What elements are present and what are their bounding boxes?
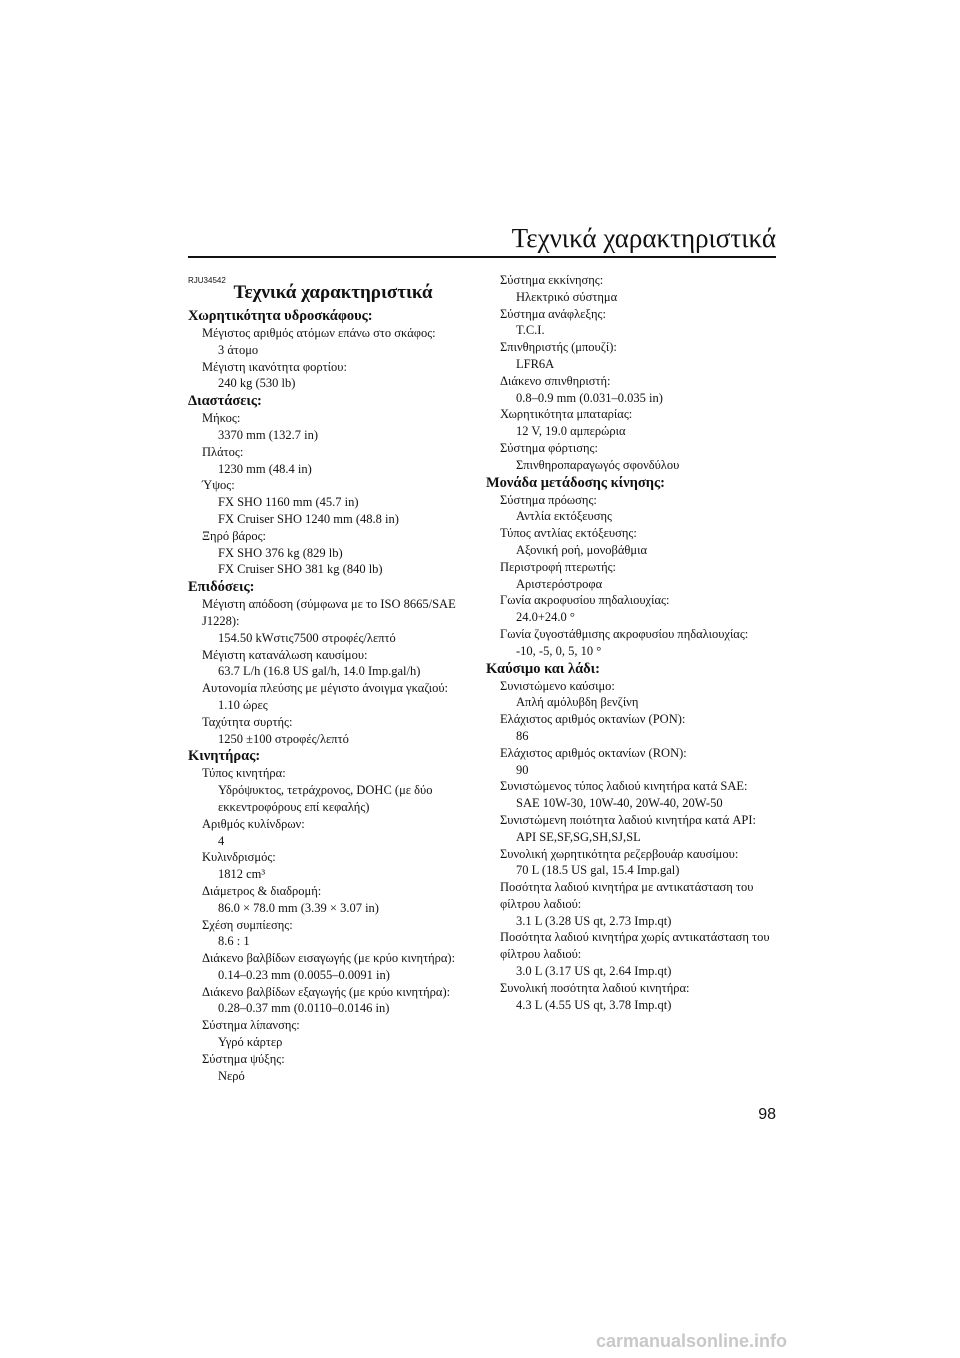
section-heading: Χωρητικότητα υδροσκάφους: [188, 308, 373, 324]
spec-value: 12 V, 19.0 αμπερώρια [516, 424, 626, 439]
spec-label: Συνιστώμενος τύπος λαδιού κινητήρα κατά SAE: [500, 779, 748, 794]
left-column [188, 276, 488, 1084]
spec-label: Διάμετρος & διαδρομή: [202, 883, 322, 898]
spec-value: 3370 mm (132.7 in) [218, 427, 318, 442]
watermark: carmanualsonline.info [596, 1331, 788, 1351]
spec-value: FX SHO 1160 mm (45.7 in) [218, 495, 359, 510]
spec-label: Συνολική ποσότητα λαδιού κινητήρα: [500, 980, 690, 995]
spec-label: Ταχύτητα συρτής: [202, 714, 293, 729]
spec-label: Γωνία ακροφυσίου πηδαλιουχίας: [500, 593, 670, 608]
spec-value: -10, -5, 0, 5, 10 ° [516, 643, 602, 658]
spec-label: Χωρητικότητα μπαταρίας: [500, 407, 633, 422]
spec-value: Απλή αμόλυβδη βενζίνη [516, 695, 639, 710]
section-heading: Διαστάσεις: [188, 393, 262, 410]
spec-label: Σύστημα πρόωσης: [500, 492, 597, 507]
spec-value: Ηλεκτρικό σύστημα [516, 289, 618, 304]
right-column [486, 272, 786, 1013]
spec-label: Ελάχιστος αριθμός οκτανίων (RON): [500, 745, 687, 760]
spec-label: Ξηρό βάρος: [202, 528, 267, 543]
spec-label: Σύστημα λίπανσης: [202, 1018, 300, 1033]
spec-label: Σπινθηριστής (μπουζί): [500, 340, 617, 355]
spec-value: 0.8–0.9 mm (0.031–0.035 in) [516, 390, 663, 405]
spec-value: LFR6A [516, 356, 555, 371]
spec-value: 0.14–0.23 mm (0.0055–0.0091 in) [218, 967, 390, 982]
spec-label: Τύπος αντλίας εκτόξευσης: [500, 526, 637, 541]
spec-value: 1.10 ώρες [218, 697, 268, 712]
spec-label: Σύστημα ψύξης: [202, 1051, 285, 1066]
section-code: RJU34542 [188, 276, 226, 285]
spec-value: FX Cruiser SHO 1240 mm (48.8 in) [218, 511, 399, 526]
spec-value: 154.50 kWστις7500 στροφές/λεπτό [218, 630, 396, 645]
spec-label: Μέγιστη κατανάλωση καυσίμου: [202, 647, 368, 662]
spec-value: 4.3 L (4.55 US qt, 3.78 Imp.qt) [516, 997, 672, 1012]
spec-value: Αξονική ροή, μονοβάθμια [516, 542, 647, 557]
spec-value: 0.28–0.37 mm (0.0110–0.0146 in) [218, 1001, 390, 1016]
spec-label: Μέγιστη ικανότητα φορτίου: [202, 359, 347, 374]
spec-label: Γωνία ζυγοστάθμισης ακροφυσίου πηδαλιουχίας: [500, 626, 749, 641]
section-heading: Μονάδα μετάδοσης κίνησης: [486, 474, 665, 491]
spec-value: 3.1 L (3.28 US qt, 2.73 Imp.qt) [516, 913, 672, 928]
spec-value: 3 άτομο [218, 342, 259, 357]
spec-label: Ποσότητα λαδιού κινητήρα χωρίς αντικατάσταση του φίλτρου λαδιού: [500, 930, 770, 962]
spec-label: Περιστροφή πτερωτής: [500, 559, 617, 574]
spec-label: Συνιστώμενη ποιότητα λαδιού κινητήρα κατά API: [500, 812, 756, 827]
section-heading: Κινητήρας: [188, 748, 261, 765]
spec-value: Υδρόψυκτος, τετράχρονος, DOHC (με δύο εκκεντροφόρους επί κεφαλής) [218, 783, 433, 814]
spec-label: Ελάχιστος αριθμός οκτανίων (PON): [500, 712, 686, 727]
section-heading: Καύσιμο και λάδι: [486, 660, 601, 677]
spec-value: 86.0 × 78.0 mm (3.39 × 3.07 in) [218, 900, 379, 915]
spec-value: 70 L (18.5 US gal, 15.4 Imp.gal) [516, 863, 680, 878]
spec-value: Σπινθηροπαραγωγός σφονδύλου [516, 457, 680, 472]
left-spec-list [188, 307, 488, 1084]
spec-value: 4 [218, 833, 225, 848]
spec-label: Μέγιστος αριθμός ατόμων επάνω στο σκάφος: [202, 326, 436, 340]
section-title: Τεχνικά χαρακτηριστικά [233, 282, 433, 303]
spec-label: Σύστημα ανάφλεξης: [500, 306, 606, 321]
spec-value: 90 [516, 762, 529, 777]
spec-value: 8.6 : 1 [218, 934, 250, 949]
spec-label: Μέγιστη απόδοση (σύμφωνα με το ISO 8665/SAE J1228): [202, 597, 456, 628]
spec-label: Κυλινδρισμός: [202, 850, 276, 865]
spec-label: Ύψος: [202, 478, 235, 493]
spec-value: 24.0+24.0 ° [516, 610, 575, 625]
spec-value: 63.7 L/h (16.8 US gal/h, 14.0 Imp.gal/h) [218, 664, 421, 679]
spec-value: API SE,SF,SG,SH,SJ,SL [516, 829, 641, 844]
spec-label: Τύπος κινητήρα: [202, 766, 286, 781]
page-header-title: Τεχνικά χαρακτηριστικά [188, 222, 776, 258]
spec-value: 3.0 L (3.17 US qt, 2.64 Imp.qt) [516, 964, 672, 979]
spec-label: Αριθμός κυλίνδρων: [202, 816, 305, 831]
spec-value: 86 [516, 728, 529, 743]
spec-value: 1230 mm (48.4 in) [218, 461, 312, 476]
spec-value: SAE 10W-30, 10W-40, 20W-40, 20W-50 [516, 796, 723, 811]
spec-value: Υγρό κάρτερ [218, 1035, 283, 1050]
spec-value: Αριστερόστροφα [516, 576, 603, 591]
spec-label: Διάκενο βαλβίδων εισαγωγής (με κρύο κινητήρα): [202, 951, 456, 966]
section-heading: Επιδόσεις: [188, 579, 255, 596]
spec-value: 240 kg (530 lb) [218, 376, 296, 391]
spec-value: T.C.I. [516, 323, 545, 338]
spec-label: Σύστημα εκκίνησης: [500, 273, 604, 287]
spec-label: Σχέση συμπίεσης: [202, 917, 293, 932]
spec-label: Πλάτος: [202, 444, 244, 459]
spec-value: Αντλία εκτόξευσης [516, 509, 612, 524]
spec-label: Συνιστώμενο καύσιμο: [500, 678, 615, 693]
page-number: 98 [758, 1106, 776, 1123]
spec-label: Αυτονομία πλεύσης με μέγιστο άνοιγμα γκαζιού: [202, 681, 449, 696]
spec-label: Διάκενο βαλβίδων εξαγωγής (με κρύο κινητήρα): [202, 984, 451, 999]
spec-value: 1250 ±100 στροφές/λεπτό [218, 731, 349, 746]
right-spec-list [486, 272, 786, 1013]
spec-value: FX Cruiser SHO 381 kg (840 lb) [218, 562, 383, 577]
spec-value: 1812 cm³ [218, 867, 266, 882]
spec-label: Σύστημα φόρτισης: [500, 440, 598, 455]
spec-value: FX SHO 376 kg (829 lb) [218, 545, 343, 560]
spec-value: Νερό [218, 1068, 245, 1083]
spec-label: Ποσότητα λαδιού κινητήρα με αντικατάσταση του φίλτρου λαδιού: [500, 880, 754, 911]
spec-label: Διάκενο σπινθηριστή: [500, 373, 611, 388]
spec-label: Μήκος: [202, 411, 241, 426]
spec-label: Συνολική χωρητικότητα ρεζερβουάρ καυσίμου: [500, 846, 739, 861]
